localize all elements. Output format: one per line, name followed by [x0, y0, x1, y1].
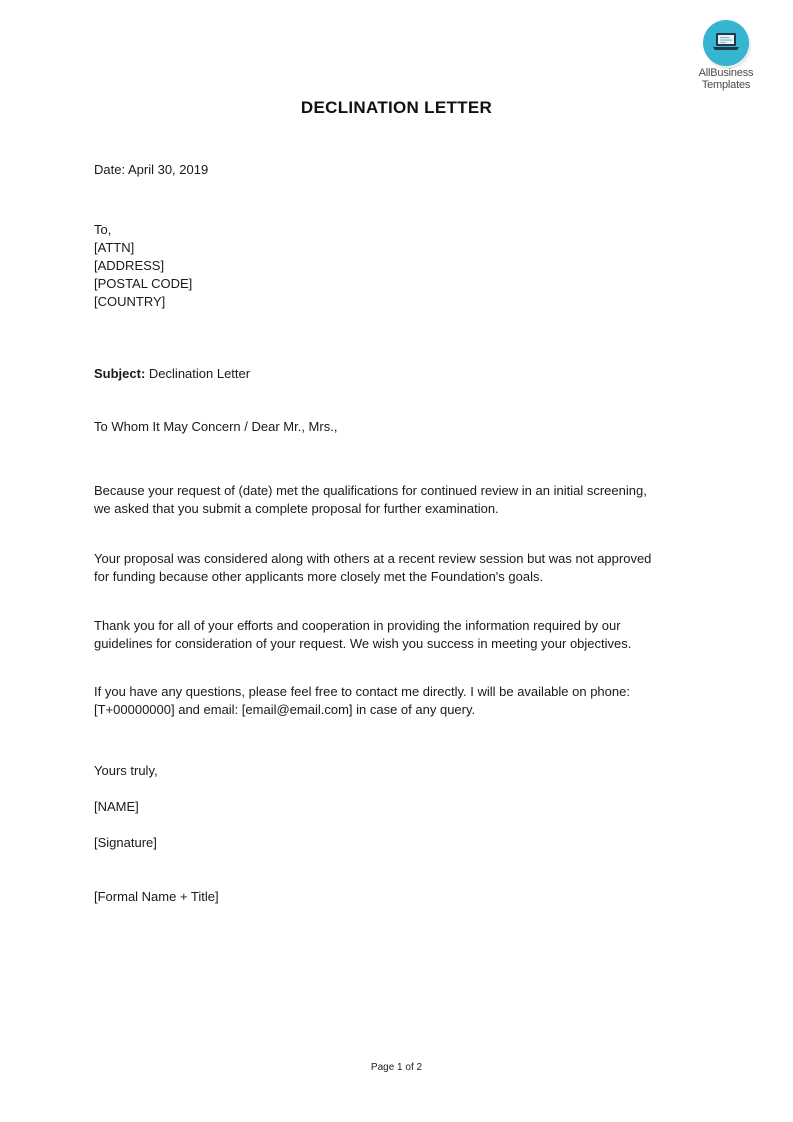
signature — [94, 834, 684, 852]
closing — [94, 762, 684, 780]
closing-text: Yours truly, — [94, 763, 158, 778]
logo-text-line2: Templates — [701, 79, 751, 91]
laptop-icon — [712, 30, 740, 54]
subject-text: Declination Letter — [148, 366, 251, 381]
paragraph-line: for funding because other applicants more closely met the Foundation's goals. — [94, 569, 544, 584]
recipient-address: [ADDRESS] — [94, 258, 165, 273]
signature-text: [Signature] — [94, 835, 157, 850]
salutation — [94, 418, 684, 436]
body-paragraph-4 — [94, 683, 684, 719]
recipient-to: To, — [94, 222, 112, 237]
signer-name — [94, 798, 684, 816]
paragraph-line: we asked that you submit a complete proposal for further examination. — [94, 501, 499, 516]
signer-name-text: [NAME] — [94, 799, 139, 814]
paragraph-line: Thank you for all of your efforts and cooperation in providing the information required by our — [94, 618, 621, 633]
formal-name-title — [94, 888, 684, 906]
body-paragraph-3 — [94, 617, 684, 653]
date-line — [94, 161, 684, 179]
body-paragraph-2 — [94, 550, 684, 586]
paragraph-line: Because your request of (date) met the qualifications for continued review in an initial screening, — [94, 483, 647, 498]
recipient-block — [94, 221, 684, 311]
formal-name-text: [Formal Name + Title] — [94, 889, 219, 904]
paragraph-line: Your proposal was considered along with others at a recent review session but was not approved — [94, 551, 652, 566]
subject-label: Subject: — [94, 366, 146, 381]
body-paragraph-1 — [94, 482, 684, 518]
paragraph-line: guidelines for consideration of your request. We wish you success in meeting your objectives. — [94, 636, 632, 651]
logo-circle — [703, 20, 749, 66]
subject-line — [94, 365, 684, 383]
allbusiness-templates-logo — [690, 20, 762, 91]
paragraph-line: If you have any questions, please feel free to contact me directly. I will be available on phone: — [94, 684, 630, 699]
salutation-text: To Whom It May Concern / Dear Mr., Mrs., — [94, 419, 338, 434]
paragraph-line: [T+00000000] and email: [email@email.com] in case of any query. — [94, 702, 476, 717]
page-number: Page 1 of 2 — [370, 1062, 423, 1073]
recipient-attn: [ATTN] — [94, 240, 135, 255]
date-text: Date: April 30, 2019 — [94, 162, 209, 177]
recipient-postal-code: [POSTAL CODE] — [94, 276, 193, 291]
document-title: DECLINATION LETTER — [300, 98, 493, 117]
logo-text-line1: AllBusiness — [698, 67, 754, 79]
recipient-country: [COUNTRY] — [94, 294, 166, 309]
